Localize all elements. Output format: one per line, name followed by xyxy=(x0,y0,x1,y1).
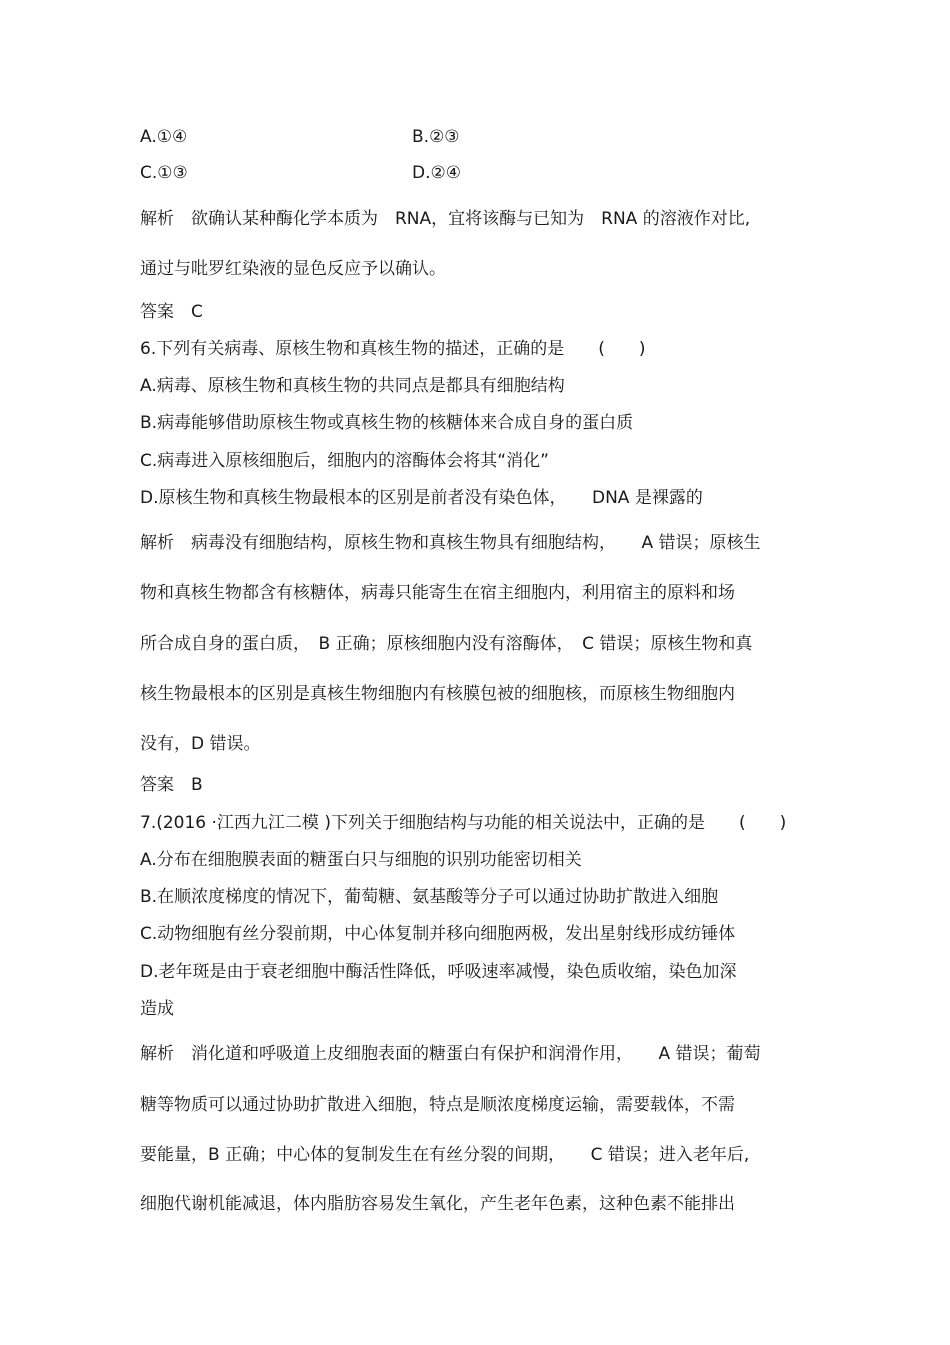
q6-analysis-line-4: 核生物最根本的区别是真核生物细胞内有核膜包被的细胞核，而原核生物细胞内 xyxy=(140,684,735,704)
q5-option-b: B.②③ xyxy=(412,127,460,147)
q6-option-b: B.病毒能够借助原核生物或真核生物的核糖体来合成自身的蛋白质 xyxy=(140,413,634,433)
q6-option-a: A.病毒、原核生物和真核生物的共同点是都具有细胞结构 xyxy=(140,376,565,396)
q6-option-c: C.病毒进入原核细胞后，细胞内的溶酶体会将其“消化” xyxy=(140,451,549,471)
q6-analysis-line-3: 所合成自身的蛋白质， B 正确；原核细胞内没有溶酶体， C 错误；原核生物和真 xyxy=(140,634,753,654)
q7-analysis-line-4: 细胞代谢机能减退，体内脂肪容易发生氧化，产生老年色素，这种色素不能排出 xyxy=(140,1194,735,1214)
q7-option-d-continued: 造成 xyxy=(140,999,174,1019)
q5-analysis-line-1: 解析 欲确认某种酶化学本质为 RNA，宜将该酶与已知为 RNA 的溶液作对比, xyxy=(140,209,751,229)
q7-option-d: D.老年斑是由于衰老细胞中酶活性降低，呼吸速率减慢，染色质收缩，染色加深 xyxy=(140,962,737,982)
q6-option-d: D.原核生物和真核生物最根本的区别是前者没有染色体， DNA 是裸露的 xyxy=(140,488,703,508)
q6-analysis-line-5: 没有，D 错误。 xyxy=(140,734,261,754)
q7-analysis-line-1: 解析 消化道和呼吸道上皮细胞表面的糖蛋白有保护和润滑作用， A 错误；葡萄 xyxy=(140,1044,761,1064)
q7-option-b: B.在顺浓度梯度的情况下，葡萄糖、氨基酸等分子可以通过协助扩散进入细胞 xyxy=(140,887,719,907)
q6-analysis-line-1: 解析 病毒没有细胞结构，原核生物和真核生物具有细胞结构， A 错误；原核生 xyxy=(140,533,761,553)
q5-option-d: D.②④ xyxy=(412,163,461,183)
q7-option-c: C.动物细胞有丝分裂前期，中心体复制并移向细胞两极，发出星射线形成纺锤体 xyxy=(140,924,736,944)
q6-analysis-line-2: 物和真核生物都含有核糖体，病毒只能寄生在宿主细胞内，利用宿主的原料和场 xyxy=(140,583,735,603)
q5-option-c: C.①③ xyxy=(140,163,188,183)
q7-analysis-line-2: 糖等物质可以通过协助扩散进入细胞，特点是顺浓度梯度运输，需要载体，不需 xyxy=(140,1095,735,1115)
q7-stem: 7.(2016 ·江西九江二模 )下列关于细胞结构与功能的相关说法中，正确的是 ( ) xyxy=(140,813,787,833)
q6-stem: 6.下列有关病毒、原核生物和真核生物的描述，正确的是 ( ) xyxy=(140,339,646,359)
q6-answer: 答案 B xyxy=(140,775,203,795)
q5-answer: 答案 C xyxy=(140,302,203,322)
q7-analysis-line-3: 要能量，B 正确；中心体的复制发生在有丝分裂的间期， C 错误；进入老年后, xyxy=(140,1145,750,1165)
q5-option-a: A.①④ xyxy=(140,127,188,147)
q7-option-a: A.分布在细胞膜表面的糖蛋白只与细胞的识别功能密切相关 xyxy=(140,850,582,870)
q5-analysis-line-2: 通过与吡罗红染液的显色反应予以确认。 xyxy=(140,259,446,279)
